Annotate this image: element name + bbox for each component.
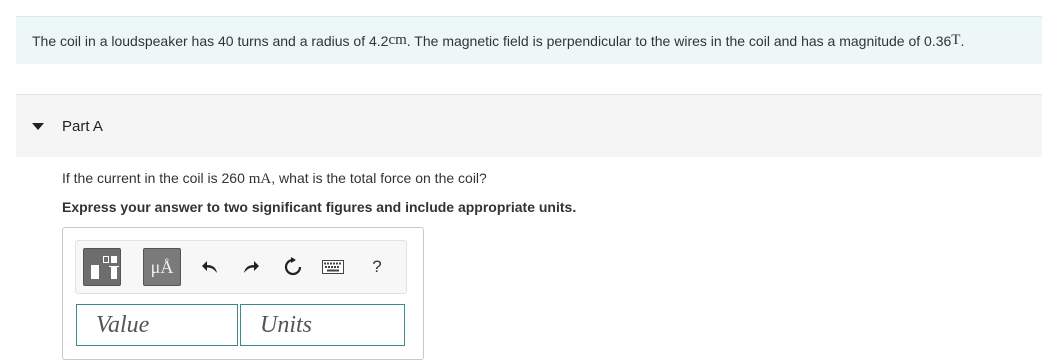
current-unit: mA	[248, 171, 272, 187]
units-field[interactable]	[240, 304, 405, 346]
problem-text-2: . The magnetic field is perpendicular to the wires in the coil and has a magnitude of 0.36	[406, 32, 952, 49]
reset-button[interactable]	[282, 256, 304, 278]
undo-button[interactable]	[199, 256, 221, 278]
answer-box	[62, 227, 424, 360]
undo-icon	[201, 259, 219, 275]
templates-icon-part	[111, 267, 117, 279]
question-text-1: If the current in the coil is 260	[62, 170, 249, 186]
keyboard-button[interactable]	[322, 256, 344, 278]
part-a-header[interactable]	[16, 94, 1042, 157]
value-input[interactable]	[96, 312, 237, 339]
redo-button[interactable]	[240, 256, 262, 278]
templates-button[interactable]	[83, 248, 121, 286]
templates-icon-part	[103, 256, 109, 263]
question-text-2: , what is the total force on the coil?	[271, 170, 487, 186]
help-icon: ?	[372, 257, 382, 276]
collapse-caret-icon[interactable]	[32, 123, 44, 130]
question-text	[62, 170, 487, 188]
problem-statement	[16, 16, 1042, 64]
redo-icon	[242, 259, 260, 275]
problem-text-3: .	[960, 32, 965, 49]
templates-icon-part	[111, 256, 117, 263]
keyboard-icon	[322, 260, 344, 274]
units-button[interactable]	[143, 248, 181, 286]
field-unit: T	[951, 32, 961, 48]
units-input[interactable]	[260, 312, 404, 339]
part-title: Part A	[62, 117, 103, 135]
units-button-label: μÅ	[150, 256, 174, 277]
problem-text-1: The coil in a loudspeaker has 40 turns and a radius of 4.2	[32, 32, 389, 49]
value-field[interactable]	[76, 304, 238, 346]
templates-icon	[91, 265, 99, 279]
instruction-text: Express your answer to two significant figures and include appropriate units.	[62, 199, 577, 215]
radius-unit: cm	[388, 32, 407, 48]
help-button[interactable]	[366, 256, 388, 278]
answer-toolbar	[75, 240, 407, 294]
reset-icon	[283, 257, 303, 277]
